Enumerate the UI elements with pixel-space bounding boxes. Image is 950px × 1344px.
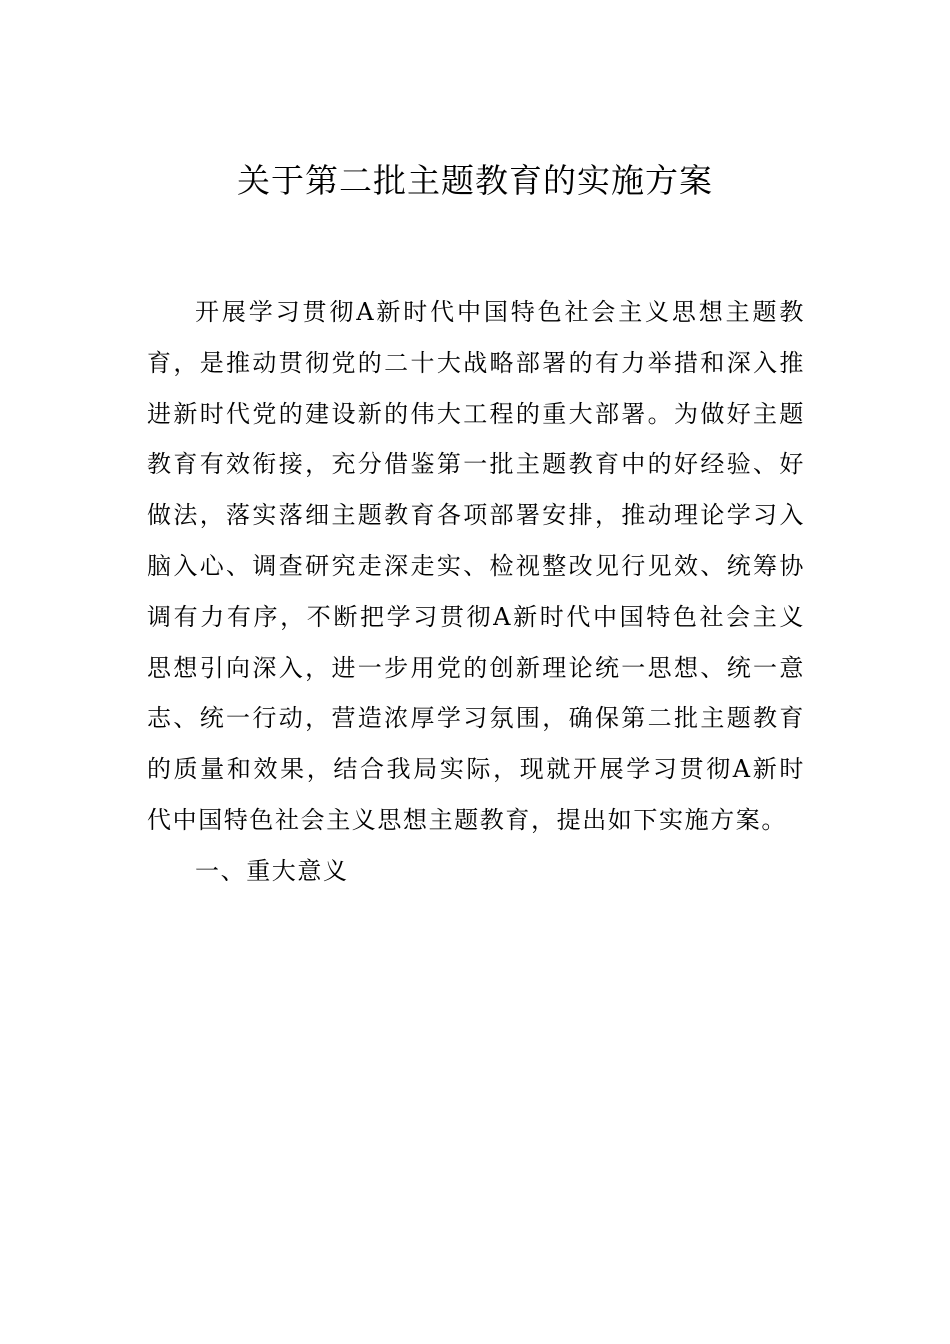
intro-paragraph: 开展学习贯彻A新时代中国特色社会主义思想主题教育，是推动贯彻党的二十大战略部署的有力举措和深入推进新时代党的建设新的伟大工程的重大部署。为做好主题教育有效衔接，充分借鉴第一批主题教育中的好经验、好做法，落实落细主题教育各项部署安排，推动理论学习入脑入心、调查研究走深走实、检视整改见行见效、统筹协调有力有序，不断把学习贯彻A新时代中国特色社会主义思想引向深入，进一步用党的创新理论统一思想、统一意志、统一行动，营造浓厚学习氛围，确保第二批主题教育的质量和效果，结合我局实际，现就开展学习贯彻A新时代中国特色社会主义思想主题教育，提出如下实施方案。 [147, 298, 805, 834]
document-title: 关于第二批主题教育的实施方案 [237, 161, 713, 200]
document-body [147, 287, 805, 897]
section-heading-significance: 一、重大意义 [195, 856, 349, 885]
